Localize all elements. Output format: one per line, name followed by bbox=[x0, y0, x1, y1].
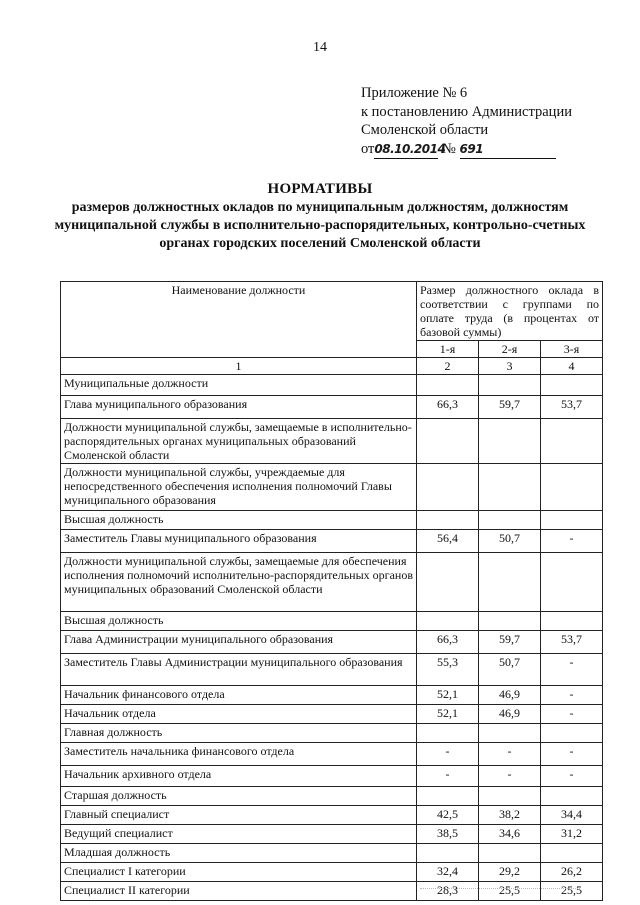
position-name-cell: Специалист I категории bbox=[61, 863, 417, 882]
table-row bbox=[61, 863, 603, 882]
group-2-value-cell: 34,6 bbox=[479, 825, 541, 844]
appendix-region: Смоленской области bbox=[361, 122, 489, 138]
table-row bbox=[61, 844, 603, 863]
position-name-cell: Глава Администрации муниципального образования bbox=[61, 631, 417, 654]
group-3-value-cell bbox=[541, 612, 603, 631]
group-3-value-cell: - bbox=[541, 766, 603, 787]
group-header-3: 3-я bbox=[541, 341, 603, 358]
number-prefix: № bbox=[442, 140, 456, 157]
table-row bbox=[61, 787, 603, 806]
group-3-value-cell bbox=[541, 511, 603, 530]
group-header-2: 2-я bbox=[479, 341, 541, 358]
position-name-cell: Муниципальные должности bbox=[61, 375, 417, 396]
group-1-value-cell bbox=[417, 612, 479, 631]
group-1-value-cell: 32,4 bbox=[417, 863, 479, 882]
document-title: НОРМАТИВЫ bbox=[267, 181, 373, 197]
group-3-value-cell bbox=[541, 375, 603, 396]
table-row bbox=[61, 825, 603, 844]
scan-artifact bbox=[420, 888, 580, 891]
position-name-cell: Должности муниципальной службы, замещаемые для обеспечения исполнения полномочий исполнительно-распорядительных органов муниципальных образований Смоленской области bbox=[61, 553, 417, 612]
group-1-value-cell: 66,3 bbox=[417, 396, 479, 419]
group-3-value-cell: 25,5 bbox=[541, 882, 603, 901]
position-name-cell: Заместитель Главы Администрации муниципального образования bbox=[61, 654, 417, 686]
table-header-row bbox=[61, 282, 603, 341]
table-row bbox=[61, 724, 603, 743]
table-row bbox=[61, 631, 603, 654]
group-2-value-cell: 25,5 bbox=[479, 882, 541, 901]
index-cell: 4 bbox=[541, 358, 603, 375]
position-name-cell: Заместитель начальника финансового отдела bbox=[61, 743, 417, 766]
page-number: 14 bbox=[313, 40, 327, 55]
position-name-cell: Ведущий специалист bbox=[61, 825, 417, 844]
salary-norms-table bbox=[60, 281, 603, 901]
group-2-value-cell bbox=[479, 375, 541, 396]
table-row bbox=[61, 511, 603, 530]
group-2-value-cell: 50,7 bbox=[479, 530, 541, 553]
group-2-value-cell: 50,7 bbox=[479, 654, 541, 686]
group-3-value-cell: 26,2 bbox=[541, 863, 603, 882]
header-salary-size: Размер должностного оклада в соответствии с группами по оплате труда (в процентах от базовой суммы) bbox=[417, 282, 603, 341]
position-name-cell: Высшая должность bbox=[61, 612, 417, 631]
position-name-cell: Заместитель Главы муниципального образования bbox=[61, 530, 417, 553]
group-3-value-cell: - bbox=[541, 654, 603, 686]
group-3-value-cell bbox=[541, 724, 603, 743]
table-row bbox=[61, 419, 603, 464]
group-1-value-cell bbox=[417, 787, 479, 806]
group-3-value-cell bbox=[541, 419, 603, 464]
group-2-value-cell: 59,7 bbox=[479, 631, 541, 654]
group-2-value-cell bbox=[479, 419, 541, 464]
table-row bbox=[61, 743, 603, 766]
group-2-value-cell bbox=[479, 844, 541, 863]
position-name-cell: Специалист II категории bbox=[61, 882, 417, 901]
position-name-cell: Старшая должность bbox=[61, 787, 417, 806]
group-1-value-cell: 66,3 bbox=[417, 631, 479, 654]
group-1-value-cell bbox=[417, 375, 479, 396]
table-row bbox=[61, 806, 603, 825]
group-3-value-cell bbox=[541, 464, 603, 511]
position-name-cell: Высшая должность bbox=[61, 511, 417, 530]
group-3-value-cell: 31,2 bbox=[541, 825, 603, 844]
index-cell: 2 bbox=[417, 358, 479, 375]
appendix-title: Приложение № 6 bbox=[361, 85, 468, 101]
group-1-value-cell bbox=[417, 553, 479, 612]
group-3-value-cell: 34,4 bbox=[541, 806, 603, 825]
group-2-value-cell: 46,9 bbox=[479, 686, 541, 705]
date-prefix: от bbox=[361, 140, 375, 157]
group-3-value-cell: 53,7 bbox=[541, 631, 603, 654]
group-2-value-cell: 46,9 bbox=[479, 705, 541, 724]
group-3-value-cell: 53,7 bbox=[541, 396, 603, 419]
header-position-name: Наименование должности bbox=[61, 282, 417, 358]
handwritten-number: 691 bbox=[460, 140, 556, 160]
table-row bbox=[61, 464, 603, 511]
position-name-cell: Начальник архивного отдела bbox=[61, 766, 417, 787]
position-name-cell: Начальник финансового отдела bbox=[61, 686, 417, 705]
table-row bbox=[61, 705, 603, 724]
group-2-value-cell bbox=[479, 464, 541, 511]
position-name-cell: Должности муниципальной службы, учреждаемые для непосредственного обеспечения исполнения полномочий Главы муниципального образования bbox=[61, 464, 417, 511]
table-row bbox=[61, 654, 603, 686]
group-2-value-cell bbox=[479, 724, 541, 743]
appendix-block bbox=[361, 84, 572, 159]
table-index-row bbox=[61, 358, 603, 375]
position-name-cell: Начальник отдела bbox=[61, 705, 417, 724]
group-3-value-cell: - bbox=[541, 530, 603, 553]
position-name-cell: Главный специалист bbox=[61, 806, 417, 825]
table-row bbox=[61, 530, 603, 553]
group-1-value-cell: 38,5 bbox=[417, 825, 479, 844]
group-1-value-cell: 42,5 bbox=[417, 806, 479, 825]
group-2-value-cell: 29,2 bbox=[479, 863, 541, 882]
table-row bbox=[61, 766, 603, 787]
handwritten-date: 08.10.2014 bbox=[374, 140, 438, 160]
group-2-value-cell: 59,7 bbox=[479, 396, 541, 419]
group-1-value-cell: 52,1 bbox=[417, 705, 479, 724]
group-2-value-cell bbox=[479, 553, 541, 612]
position-name-cell: Младшая должность bbox=[61, 844, 417, 863]
group-header-1: 1-я bbox=[417, 341, 479, 358]
table-row bbox=[61, 612, 603, 631]
group-3-value-cell bbox=[541, 553, 603, 612]
group-1-value-cell bbox=[417, 844, 479, 863]
group-1-value-cell bbox=[417, 724, 479, 743]
appendix-decree: к постановлению Администрации bbox=[361, 103, 572, 120]
group-1-value-cell bbox=[417, 419, 479, 464]
group-3-value-cell: - bbox=[541, 705, 603, 724]
group-3-value-cell: - bbox=[541, 743, 603, 766]
group-1-value-cell: 28,3 bbox=[417, 882, 479, 901]
group-2-value-cell: - bbox=[479, 766, 541, 787]
group-2-value-cell bbox=[479, 787, 541, 806]
group-3-value-cell: - bbox=[541, 686, 603, 705]
group-2-value-cell bbox=[479, 511, 541, 530]
appendix-date-line bbox=[361, 140, 572, 160]
position-name-cell: Главная должность bbox=[61, 724, 417, 743]
group-1-value-cell: 52,1 bbox=[417, 686, 479, 705]
group-1-value-cell: - bbox=[417, 743, 479, 766]
group-1-value-cell bbox=[417, 511, 479, 530]
group-3-value-cell bbox=[541, 787, 603, 806]
index-cell: 1 bbox=[61, 358, 417, 375]
group-1-value-cell bbox=[417, 464, 479, 511]
position-name-cell: Глава муниципального образования bbox=[61, 396, 417, 419]
group-1-value-cell: - bbox=[417, 766, 479, 787]
group-1-value-cell: 55,3 bbox=[417, 654, 479, 686]
document-subtitle: размеров должностных окладов по муниципальным должностям, должностям муниципальной службы в исполнительно-распорядительных, контрольно-счетных органах городских поселений Смоленской области bbox=[54, 200, 586, 251]
group-2-value-cell: 38,2 bbox=[479, 806, 541, 825]
group-2-value-cell: - bbox=[479, 743, 541, 766]
group-1-value-cell: 56,4 bbox=[417, 530, 479, 553]
table-row bbox=[61, 553, 603, 612]
position-name-cell: Должности муниципальной службы, замещаемые в исполнительно-распорядительных органах муниципальных образований Смоленской области bbox=[61, 419, 417, 464]
table-row bbox=[61, 686, 603, 705]
group-2-value-cell bbox=[479, 612, 541, 631]
index-cell: 3 bbox=[479, 358, 541, 375]
table-row bbox=[61, 375, 603, 396]
group-3-value-cell bbox=[541, 844, 603, 863]
table-row bbox=[61, 396, 603, 419]
table-row bbox=[61, 882, 603, 901]
